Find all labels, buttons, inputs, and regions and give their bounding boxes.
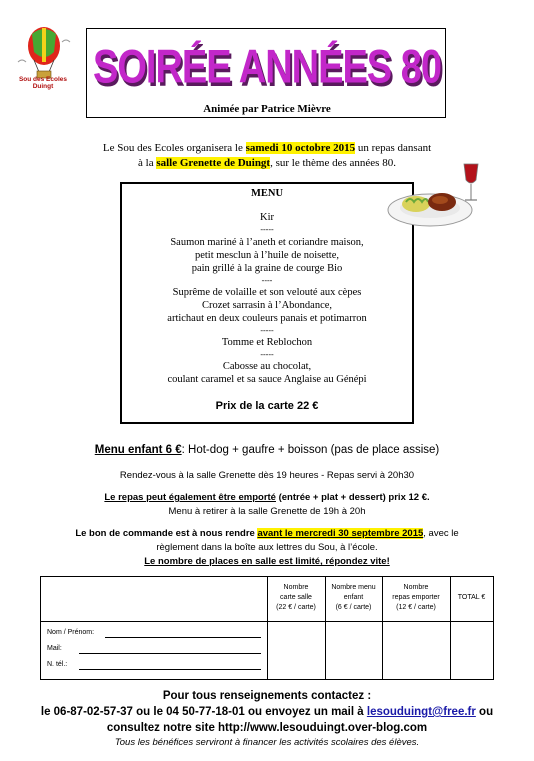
menu-separator: ----: [261, 276, 273, 285]
footer-phones: le 06-87-02-57-37 ou le 04 50-77-18-01 ou envoyez un mail à: [40, 706, 367, 718]
event-venue: salle Grenette de Duingt: [156, 157, 271, 169]
menu-item: Saumon mariné à l’aneth et coriandre maison,: [170, 237, 364, 248]
event-date: samedi 10 octobre 2015: [245, 142, 356, 154]
footer-note: Tous les bénéfices serviront à financer les activités scolaires des élèves.: [114, 737, 420, 748]
order-deadline: avant le mercredi 30 septembre 2015: [257, 528, 424, 539]
menu-item: pain grillé à la graine de courge Bio: [191, 263, 343, 274]
menu-item: artichaut en deux couleurs panais et potimarron: [167, 313, 367, 324]
menu-separator: -----: [260, 350, 274, 359]
plate-illustration: [386, 160, 482, 230]
takeaway-pickup: Menu à retirer à la salle Grenette de 19h à 20h: [168, 506, 366, 517]
menu-item: Crozet sarrasin à l’Abondance,: [201, 300, 333, 311]
menu-price: Prix de la carte 22 €: [215, 400, 319, 412]
child-menu-label: Menu enfant 6 €: [94, 444, 182, 456]
menu-item: Tomme et Reblochon: [221, 337, 313, 348]
rendezvous-info: Rendez-vous à la salle Grenette dès 19 heures - Repas servi à 20h30: [119, 470, 415, 481]
menu-item: coulant caramel et sa sauce Anglaise au Génépi: [167, 374, 367, 385]
order-limit-warning: Le nombre de places en salle est limité, répondez vite!: [144, 556, 390, 567]
footer-website[interactable]: consultez notre site http://www.lesouduingt.over-blog.com: [106, 722, 428, 734]
menu-heading: MENU: [250, 188, 284, 199]
mail-field-label: Mail:: [47, 645, 62, 652]
intro-text: un repas dansant: [355, 142, 432, 154]
menu-separator: -----: [260, 326, 274, 335]
menu-item: Kir: [260, 212, 274, 223]
intro-text: Le Sou des Ecoles organisera le: [102, 142, 246, 154]
child-menu-line: [0, 444, 534, 456]
event-title: SOIRÉE ANNÉES 80: [93, 41, 441, 94]
mail-field[interactable]: [79, 653, 261, 654]
column-header-enfant: Nombre menu enfant (6 € / carte): [331, 584, 376, 611]
takeaway-label: Le repas peut également être emporté: [104, 492, 276, 503]
email-link[interactable]: lesouduingt@free.fr: [366, 706, 476, 718]
intro-text: à la: [138, 157, 157, 169]
name-field[interactable]: [105, 637, 261, 638]
column-header-total: TOTAL €: [457, 594, 486, 601]
event-subtitle: Animée par Patrice Mièvre: [203, 103, 331, 115]
menu-item: petit mesclun à l’huile de noisette,: [194, 250, 340, 261]
column-header-salle: Nombre carte salle (22 € / carte): [276, 584, 316, 611]
menu-item: Cabosse au chocolat,: [222, 361, 312, 372]
footer-contact-line: [0, 706, 534, 718]
phone-field-label: N. tél.:: [47, 661, 68, 668]
phone-field[interactable]: [79, 669, 261, 670]
name-field-label: Nom / Prénom:: [47, 629, 95, 636]
order-form-table: [40, 576, 494, 680]
logo-text: Sou des Ecoles Duingt: [18, 76, 68, 90]
menu-separator: -----: [260, 225, 274, 234]
order-payment-info: règlement dans la boîte aux lettres du Sou, à l’école.: [156, 542, 378, 553]
intro-text: , sur le thème des années 80.: [270, 157, 396, 169]
takeaway-details: (entrée + plat + dessert) prix 12 €.: [275, 492, 430, 503]
menu-item: Suprême de volaille et son velouté aux cèpes: [172, 287, 362, 298]
footer-text: ou: [475, 706, 494, 718]
takeaway-line: [0, 492, 534, 503]
intro-line-1: [0, 142, 534, 154]
child-menu-details: : Hot-dog + gaufre + boisson (pas de place assise): [181, 444, 440, 456]
order-deadline-line: [0, 528, 534, 539]
footer-contact-heading: Pour tous renseignements contactez :: [162, 690, 372, 702]
order-text: , avec le: [423, 528, 459, 539]
table-row-divider: [41, 621, 493, 622]
order-text: Le bon de commande est à nous rendre: [75, 528, 258, 539]
column-header-emporter: Nombre repas emporter (12 € / carte): [392, 584, 440, 611]
